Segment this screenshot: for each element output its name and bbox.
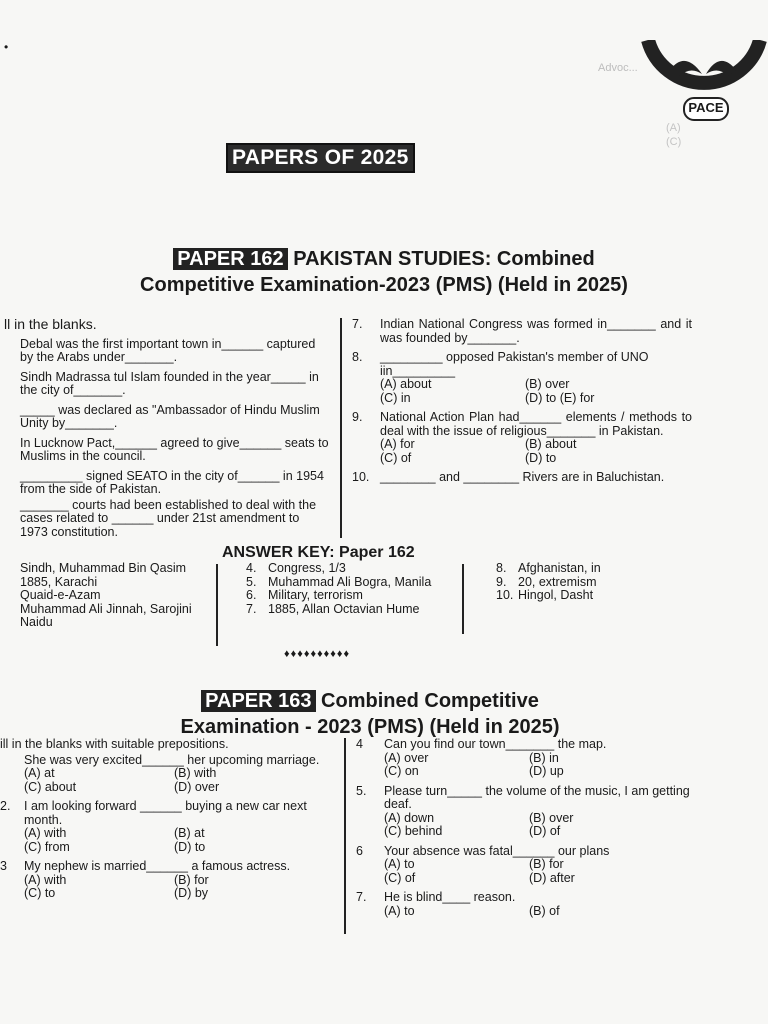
section-heading: ll in the blanks. [4,316,97,332]
pace-logo [640,40,768,140]
answer-key-col3: 8. Afghanistan, in 9. 20, extremism 10. Hingol, Dasht [496,561,601,602]
question: 5. Please turn_____ the volume of the music, I am getting deaf. (A) down (B) over (C) behind (D) of [356,783,690,838]
paper-162-title-line1: PAKISTAN STUDIES: Combined [287,248,595,270]
question: Debal was the first important town in______ captured by the Arabs under_______. [20,336,316,364]
question: _______ courts had been established to deal with the cases related to ______ under 21st amendment to 1973 constitution. [20,497,317,539]
question: 7. He is blind____ reason. (A) to (B) of [356,890,560,918]
column-divider [216,564,218,646]
question: 10. ________ and ________ Rivers are in Baluchistan. [352,470,665,484]
paper-163-left-column [0,738,340,907]
faint-text: Advoc... [598,62,638,74]
answer-key-title: ANSWER KEY: Paper 162 [222,544,415,561]
question: 6 Your absence was fatal______ our plans (A) to (B) for (C) of (D) after [356,843,610,885]
column-divider [344,738,346,934]
paper-163-title-line1: Combined Competitive [315,690,539,712]
answer-key-col2: 4. Congress, 1/3 5. Muhammad Ali Bogra, Manila 6. Military, terrorism 7. 1885, Allan Octavian Hume [246,561,432,616]
question: _____ was declared as "Ambassador of Hindu Muslim Unity by_______. [20,402,320,430]
paper-163-right-column [356,738,696,924]
question: 7. Indian National Congress was formed in_______ and it was founded by_______. [352,317,692,345]
question: 8. _________ opposed Pakistan's member of UNO iin_________ (A) about (B) over (C) in (D) to (E) for [352,350,649,405]
paper-162-left-column [4,318,329,545]
section-heading: ill in the blanks with suitable prepositions. [0,737,229,751]
paper-162-badge: PAPER 162 [173,248,287,270]
page-title: PAPERS OF 2025 [226,143,415,173]
faint-text: (A) [666,122,681,134]
paper-163-title [0,688,700,740]
answer-key-col1: Sindh, Muhammad Bin Qasim 1885, Karachi Quaid-e-Azam Muhammad Ali Jinnah, Sarojini Naidu [20,561,192,629]
paper-162-title-line2: Competitive Examination-2023 (PMS) (Held in 2025) [140,274,628,296]
column-divider [462,564,464,634]
column-divider [340,318,342,538]
paper-162-title [0,246,768,298]
page-mark: • [4,40,9,54]
question: 9. National Action Plan had______ elements / methods to deal with the issue of religious_______ in Pakistan. (A) for (B) about (C) of (D) to [352,410,692,465]
paper-163-badge: PAPER 163 [201,690,315,712]
question: 4 Can you find our town_______ the map. (A) over (B) in (C) on (D) up [356,737,607,778]
logo-text: PACE [688,100,724,115]
question: In Lucknow Pact,______ agreed to give______ seats to Muslims in the council. [20,435,329,463]
question: 3 My nephew is married______ a famous actress. (A) with (B) for (C) to (D) by [0,859,291,900]
faint-text: (C) [666,136,682,148]
question: Sindh Madrassa tul Islam founded in the year_____ in the city of_______. [20,369,319,397]
section-separator: ♦♦♦♦♦♦♦♦♦♦ [284,648,351,660]
question: 2. I am looking forward ______ buying a new car next month. (A) with (B) at (C) from (D) to [0,799,307,854]
paper-162-right-column [352,318,692,491]
question: _________ signed SEATO in the city of______ in 1954 from the side of Pakistan. [20,468,324,496]
question: She was very excited______ her upcoming marriage. (A) at (B) with (C) about (D) over [24,752,320,794]
paper-163-title-line2: Examination - 2023 (PMS) (Held in 2025) [180,716,560,738]
